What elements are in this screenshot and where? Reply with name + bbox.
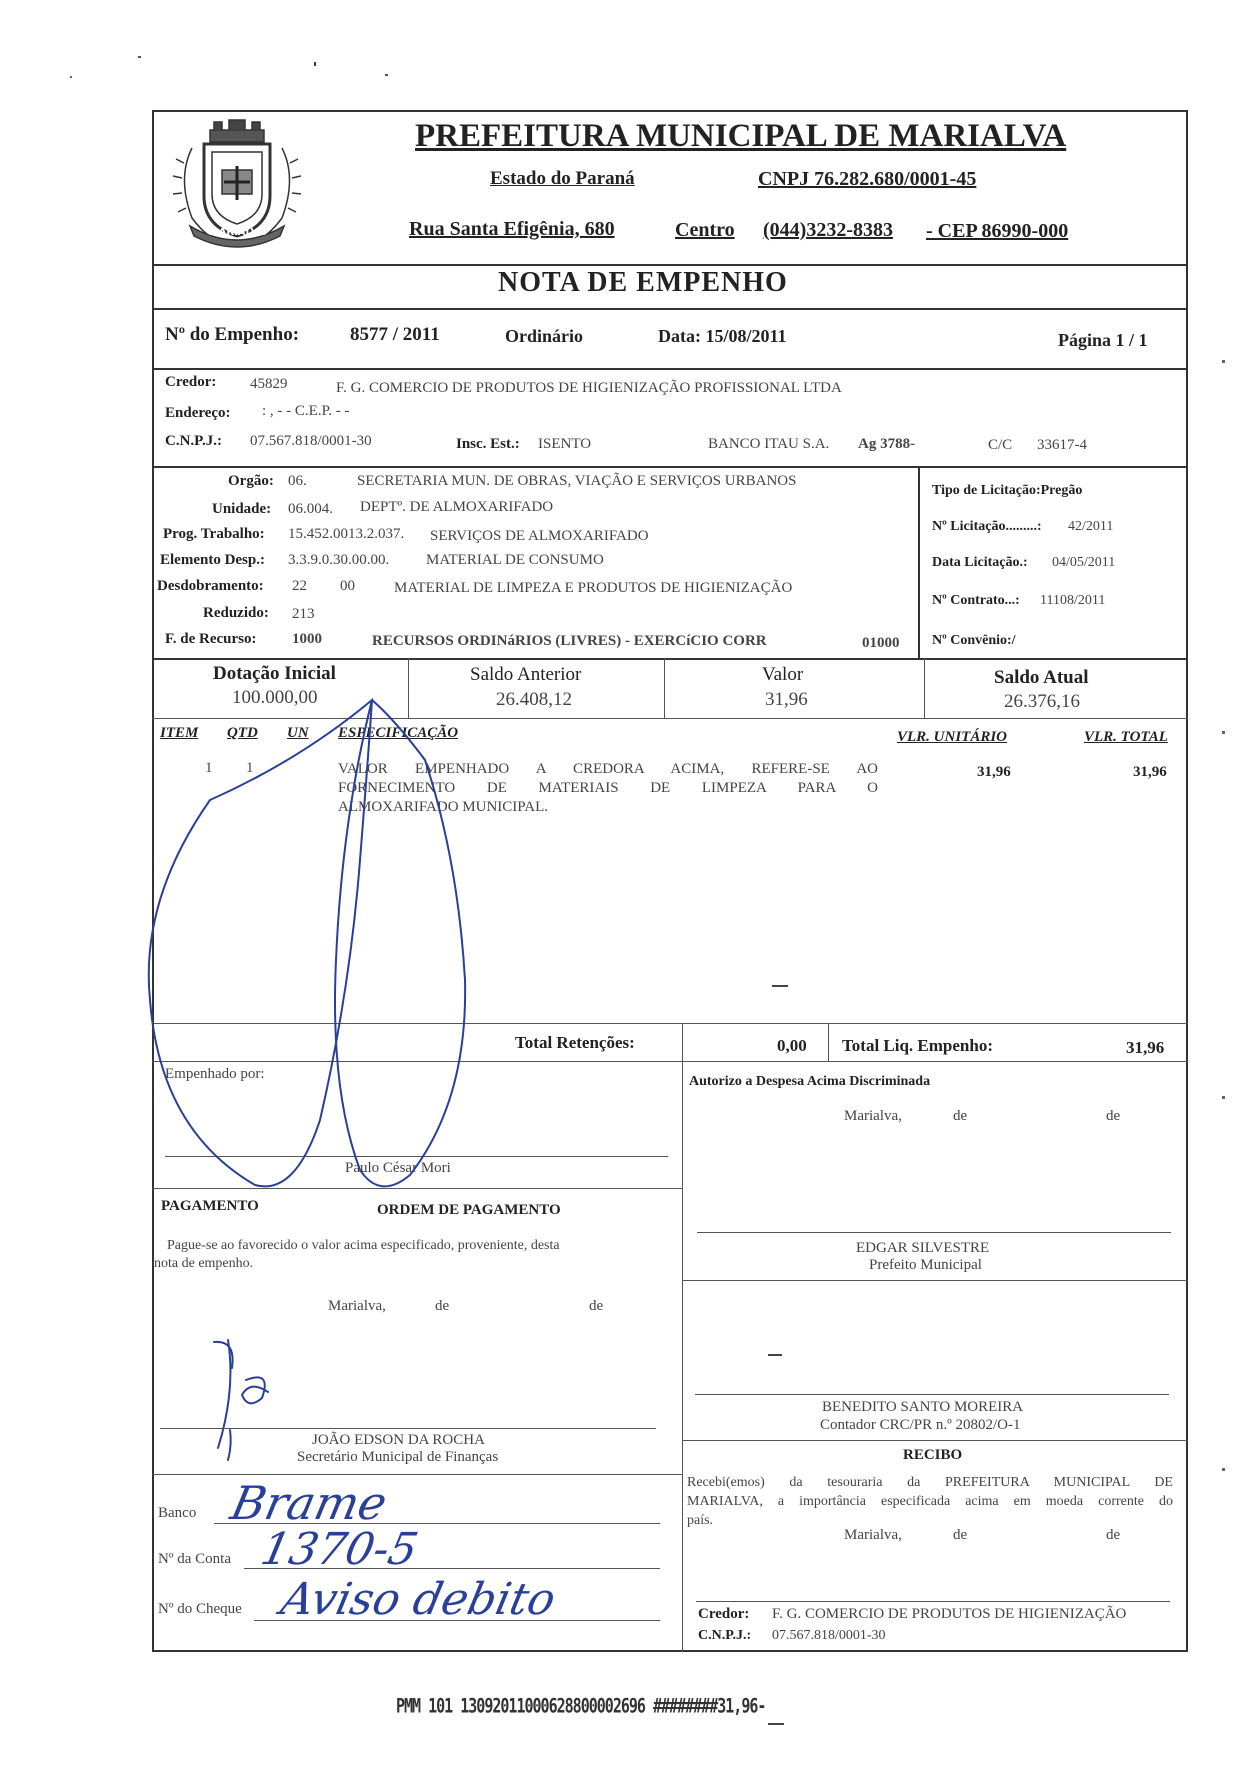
pagamento-text-line1: Pague-se ao favorecido o valor acima especificado, proveniente, desta: [167, 1238, 560, 1253]
contador-name: BENEDITO SANTO MOREIRA: [822, 1399, 1024, 1415]
desdobramento-sub: 00: [340, 578, 355, 594]
credor-code: 45829: [250, 376, 288, 392]
liquido-label: Total Liq. Empenho:: [842, 1036, 993, 1055]
autorizo-de2: de: [1106, 1108, 1121, 1124]
pen-loop: [335, 700, 465, 1186]
conta-label: Nº da Conta: [158, 1551, 231, 1567]
dotacao-value: 100.000,00: [232, 687, 318, 708]
empenho-number: 8577 / 2011: [350, 324, 440, 345]
address-label: Endereço:: [165, 405, 231, 421]
contador-role: Contador CRC/PR n.º 20802/O-1: [820, 1417, 1021, 1433]
orgao-name: SECRETARIA MUN. DE OBRAS, VIAÇÃO E SERVIÇOS URBANOS: [357, 473, 797, 489]
desdobramento-name: MATERIAL DE LIMPEZA E PRODUTOS DE HIGIENIZAÇÃO: [394, 580, 793, 596]
empenho-type: Ordinário: [505, 326, 584, 346]
tipo-licitacao: Tipo de Licitação:Pregão: [932, 483, 1083, 498]
retencoes-value: 0,00: [777, 1036, 807, 1055]
scan-speck: [768, 1723, 784, 1725]
secretario-role: Secretário Municipal de Finanças: [297, 1449, 499, 1465]
desdobramento-code: 22: [292, 578, 307, 594]
saldo-anterior-label: Saldo Anterior: [470, 664, 582, 685]
recibo-credor: F. G. COMERCIO DE PRODUTOS DE HIGIENIZAÇÃO: [772, 1606, 1127, 1622]
row-unit-value: 31,96: [977, 764, 1011, 780]
secretario-name: JOÃO EDSON DA ROCHA: [312, 1432, 485, 1448]
scan-speck: [1222, 1096, 1225, 1099]
handwritten-cheque: Aviso debito: [276, 1574, 561, 1625]
credor-label: Credor:: [165, 374, 217, 390]
ordem-pagamento-label: ORDEM DE PAGAMENTO: [377, 1202, 561, 1218]
prog-trabalho-name: SERVIÇOS DE ALMOXARIFADO: [430, 528, 649, 544]
cheque-label: Nº do Cheque: [158, 1601, 242, 1617]
contrato-number: 11108/2011: [1040, 593, 1106, 608]
cnpj-header: CNPJ 76.282.680/0001-45: [758, 168, 977, 190]
banco-label: Banco: [158, 1505, 197, 1521]
pagamento-text-line2: nota de empenho.: [154, 1256, 254, 1271]
dotacao-label: Dotação Inicial: [213, 663, 336, 684]
saldo-anterior-value: 26.408,12: [496, 689, 572, 710]
unidade-name: DEPTº. DE ALMOXARIFADO: [360, 499, 554, 515]
cep-header: - CEP 86990-000: [926, 220, 1069, 242]
prog-trabalho-code: 15.452.0013.2.037.: [288, 526, 405, 542]
col-qtd: QTD: [227, 725, 258, 741]
credor-cnpj-label: C.N.P.J.:: [165, 433, 222, 449]
footer-barcode-text: PMM 101 13092011000628800002696 ########31,96-: [396, 1694, 766, 1718]
insc-est: ISENTO: [538, 436, 592, 452]
spec-line: ALMOXARIFADO MUNICIPAL.: [338, 799, 549, 815]
recibo-line: Recebi(emos) da tesouraria da PREFEITURA MUNICIPAL DE: [687, 1475, 1173, 1490]
orgao-code: 06.: [288, 473, 307, 489]
contrato-label: Nº Contrato...:: [932, 593, 1020, 608]
col-especificacao: ESPECIFICAÇÃO: [338, 725, 459, 741]
recibo-line: país.: [687, 1513, 714, 1528]
orgao-label: Orgão:: [228, 473, 274, 489]
municipality-title: PREFEITURA MUNICIPAL DE MARIALVA: [415, 118, 1067, 154]
desdobramento-label: Desdobramento:: [157, 578, 264, 594]
seal-text: MARIALVA: [208, 227, 266, 238]
col-item: ITEM: [160, 725, 199, 741]
credor-cnpj: 07.567.818/0001-30: [250, 433, 372, 449]
prefeito-name: EDGAR SILVESTRE: [856, 1240, 990, 1256]
pagamento-de2: de: [589, 1298, 604, 1314]
valor-value: 31,96: [765, 689, 808, 710]
row-item: 1: [205, 760, 213, 776]
licitacao-number: 42/2011: [1068, 519, 1114, 534]
scan-speck: [1222, 731, 1225, 734]
recibo-line: MARIALVA, a importância especificada acima em moeda corrente do: [687, 1494, 1173, 1509]
scan-speck: [1222, 360, 1225, 363]
row-qtd: 1: [246, 760, 254, 776]
address-value: : , - - C.E.P. - -: [262, 403, 350, 419]
licitacao-date-label: Data Licitação.:: [932, 555, 1028, 570]
state-name: Estado do Paraná: [490, 168, 635, 189]
licitacao-date: 04/05/2011: [1052, 555, 1116, 570]
credor-name: F. G. COMERCIO DE PRODUTOS DE HIGIENIZAÇÃO PROFISSIONAL LTDA: [336, 380, 842, 396]
recurso-label: F. de Recurso:: [165, 631, 257, 647]
pen-loop: [149, 700, 372, 1186]
saldo-atual-label: Saldo Atual: [994, 667, 1089, 688]
unidade-label: Unidade:: [212, 501, 272, 517]
convenio: Nº Convênio:/: [932, 633, 1016, 648]
bank-name: BANCO ITAU S.A.: [708, 436, 830, 452]
elemento-label: Elemento Desp.:: [160, 552, 265, 568]
handwritten-conta: 1370-5: [256, 1524, 423, 1575]
recibo-label: RECIBO: [903, 1447, 963, 1463]
street-address: Rua Santa Efigênia, 680: [409, 218, 615, 240]
col-vlr-unitario: VLR. UNITÁRIO: [897, 729, 1008, 745]
elemento-name: MATERIAL DE CONSUMO: [426, 552, 604, 568]
account-label: C/C: [988, 437, 1013, 453]
recibo-cnpj: 07.567.818/0001-30: [772, 1628, 886, 1643]
pagamento-city: Marialva,: [328, 1298, 386, 1314]
district: Centro: [675, 219, 735, 241]
liquido-value: 31,96: [1126, 1038, 1165, 1057]
pagamento-label: PAGAMENTO: [161, 1198, 259, 1214]
spec-line: VALOR EMPENHADO A CREDORA ACIMA, REFERE-SE AO: [338, 761, 878, 777]
licitacao-number-label: Nº Licitação.........:: [932, 519, 1042, 534]
pagamento-de1: de: [435, 1298, 450, 1314]
autorizo-de1: de: [953, 1108, 968, 1124]
spec-line: FORNECIMENTO DE MATERIAIS DE LIMPEZA PARA O: [338, 780, 878, 796]
autorizo-label: Autorizo a Despesa Acima Discriminada: [689, 1074, 931, 1089]
autorizo-city: Marialva,: [844, 1108, 902, 1124]
insc-est-label: Insc. Est.:: [456, 436, 520, 452]
recurso-number: 01000: [862, 635, 900, 651]
reduzido-label: Reduzido:: [203, 605, 269, 621]
handwritten-banco: Brame: [226, 1476, 392, 1530]
document-title: NOTA DE EMPENHO: [498, 267, 788, 298]
page-number: Página 1 / 1: [1058, 330, 1148, 350]
empenhado-signer: Paulo César Mori: [345, 1160, 451, 1176]
recurso-name: RECURSOS ORDINáRIOS (LIVRES) - EXERCíCIO CORR: [372, 633, 767, 649]
valor-label: Valor: [762, 664, 804, 685]
recibo-de2: de: [1106, 1527, 1121, 1543]
col-vlr-total: VLR. TOTAL: [1084, 729, 1168, 745]
recurso-code: 1000: [292, 631, 322, 647]
col-un: UN: [287, 725, 309, 741]
retencoes-label: Total Retenções:: [515, 1033, 635, 1052]
scan-speck: [1222, 1468, 1225, 1471]
recibo-de1: de: [953, 1527, 968, 1543]
phone: (044)3232-8383: [763, 219, 893, 241]
saldo-atual-value: 26.376,16: [1004, 691, 1080, 712]
account-number: 33617-4: [1037, 437, 1087, 453]
pen-initials: [214, 1340, 268, 1460]
reduzido-value: 213: [292, 606, 315, 622]
row-total-value: 31,96: [1133, 764, 1167, 780]
prefeito-role: Prefeito Municipal: [869, 1257, 982, 1273]
prog-trabalho-label: Prog. Trabalho:: [163, 526, 265, 542]
empenho-date: Data: 15/08/2011: [658, 326, 787, 346]
empenhado-label: Empenhado por:: [165, 1066, 265, 1082]
elemento-code: 3.3.9.0.30.00.00.: [288, 552, 390, 568]
recibo-city: Marialva,: [844, 1527, 902, 1543]
recibo-cnpj-label: C.N.P.J.:: [698, 1628, 752, 1643]
empenho-number-label: Nº do Empenho:: [165, 324, 300, 345]
bank-agency: Ag 3788-: [858, 436, 916, 452]
unidade-code: 06.004.: [288, 501, 333, 517]
recibo-credor-label: Credor:: [698, 1606, 750, 1622]
